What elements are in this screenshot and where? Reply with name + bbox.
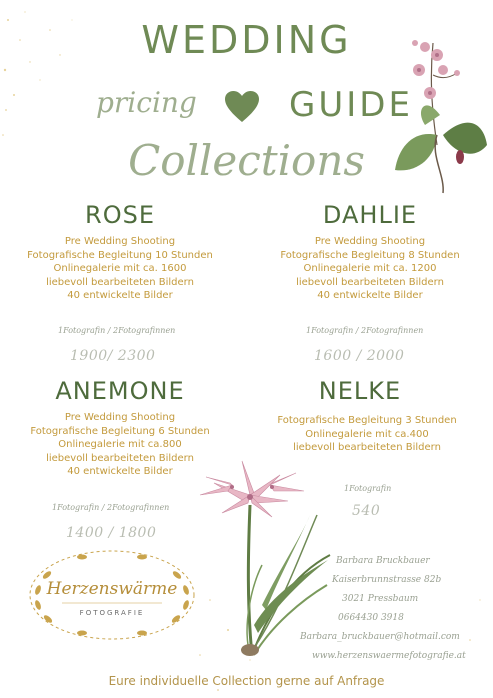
collection-anemone-features [20, 411, 220, 479]
feature-line: Fotografische Begleitung 6 Stunden [30, 425, 210, 437]
collection-nelke-price: 540 [352, 503, 381, 519]
feature-line: Onlinegalerie mit ca. 1200 [303, 263, 437, 274]
collection-nelke-title: NELKE [318, 377, 402, 405]
feature-line: Pre Wedding Shooting [64, 236, 176, 247]
feature-line: Onlinegalerie mit ca.800 [58, 439, 182, 450]
contact-email[interactable]: Barbara_bruckbauer@hotmail.com [300, 632, 460, 642]
feature-line: Pre Wedding Shooting [64, 412, 176, 423]
feature-line: 40 entwickelte Bilder [67, 290, 173, 301]
collection-dahlie-features [270, 235, 470, 303]
contact-website[interactable]: www.herzenswaermefotografie.at [312, 651, 466, 661]
feature-line: liebevoll bearbeiteten Bildern [46, 276, 194, 288]
feature-line: liebevoll bearbeiteten Bildern [296, 276, 444, 288]
title-collections: Collections [128, 136, 365, 185]
collection-rose-price: 1900/ 2300 [70, 348, 156, 364]
title-pricing: pricing [96, 86, 197, 119]
collection-rose-features [20, 235, 220, 303]
collection-rose-photographers: 1Fotografin / 2Fotografinnen [58, 326, 176, 335]
feature-line: Onlinegalerie mit ca. 1600 [53, 263, 187, 274]
title-guide: GUIDE [289, 85, 413, 125]
heart-icon [224, 90, 260, 124]
feature-line: Fotografische Begleitung 8 Stunden [280, 249, 460, 261]
logo-subtitle: FOTOGRAFIE [79, 609, 145, 617]
feature-line: 40 entwickelte Bilder [317, 290, 423, 301]
collection-nelke-photographers: 1Fotografin [344, 484, 392, 493]
logo-name: Herzenswärme [46, 579, 178, 599]
collection-anemone-price: 1400 / 1800 [66, 525, 157, 541]
feature-line: liebevoll bearbeiteten Bildern [293, 442, 441, 453]
footer-note: Eure individuelle Collection gerne auf Anfrage [108, 674, 385, 688]
collection-anemone-photographers: 1Fotografin / 2Fotografinnen [52, 503, 170, 512]
feature-line: Fotografische Begleitung 10 Stunden [27, 249, 213, 261]
collection-dahlie-title: DAHLIE [322, 201, 418, 229]
contact-name: Barbara Bruckbauer [336, 556, 430, 566]
orchid-illustration [385, 35, 490, 195]
feature-line: liebevoll bearbeiteten Bildern [46, 452, 194, 464]
collection-rose-title: ROSE [85, 201, 155, 229]
feature-line: 40 entwickelte Bilder [67, 466, 173, 477]
collection-anemone-title: ANEMONE [55, 377, 185, 405]
amaryllis-illustration [192, 455, 332, 660]
collection-nelke-features [262, 414, 472, 455]
feature-line: Pre Wedding Shooting [314, 236, 426, 247]
feature-line: Fotografische Begleitung 3 Stunden [277, 415, 457, 426]
contact-city: 3021 Pressbaum [342, 594, 419, 604]
contact-street: Kaiserbrunnstrasse 82b [332, 575, 442, 585]
feature-line: Onlinegalerie mit ca.400 [305, 428, 429, 440]
contact-phone: 0664430 3918 [338, 613, 404, 623]
logo [22, 545, 202, 645]
collection-dahlie-photographers: 1Fotografin / 2Fotografinnen [306, 326, 424, 335]
collection-dahlie-price: 1600 / 2000 [314, 348, 405, 364]
title-wedding: WEDDING [141, 18, 352, 62]
